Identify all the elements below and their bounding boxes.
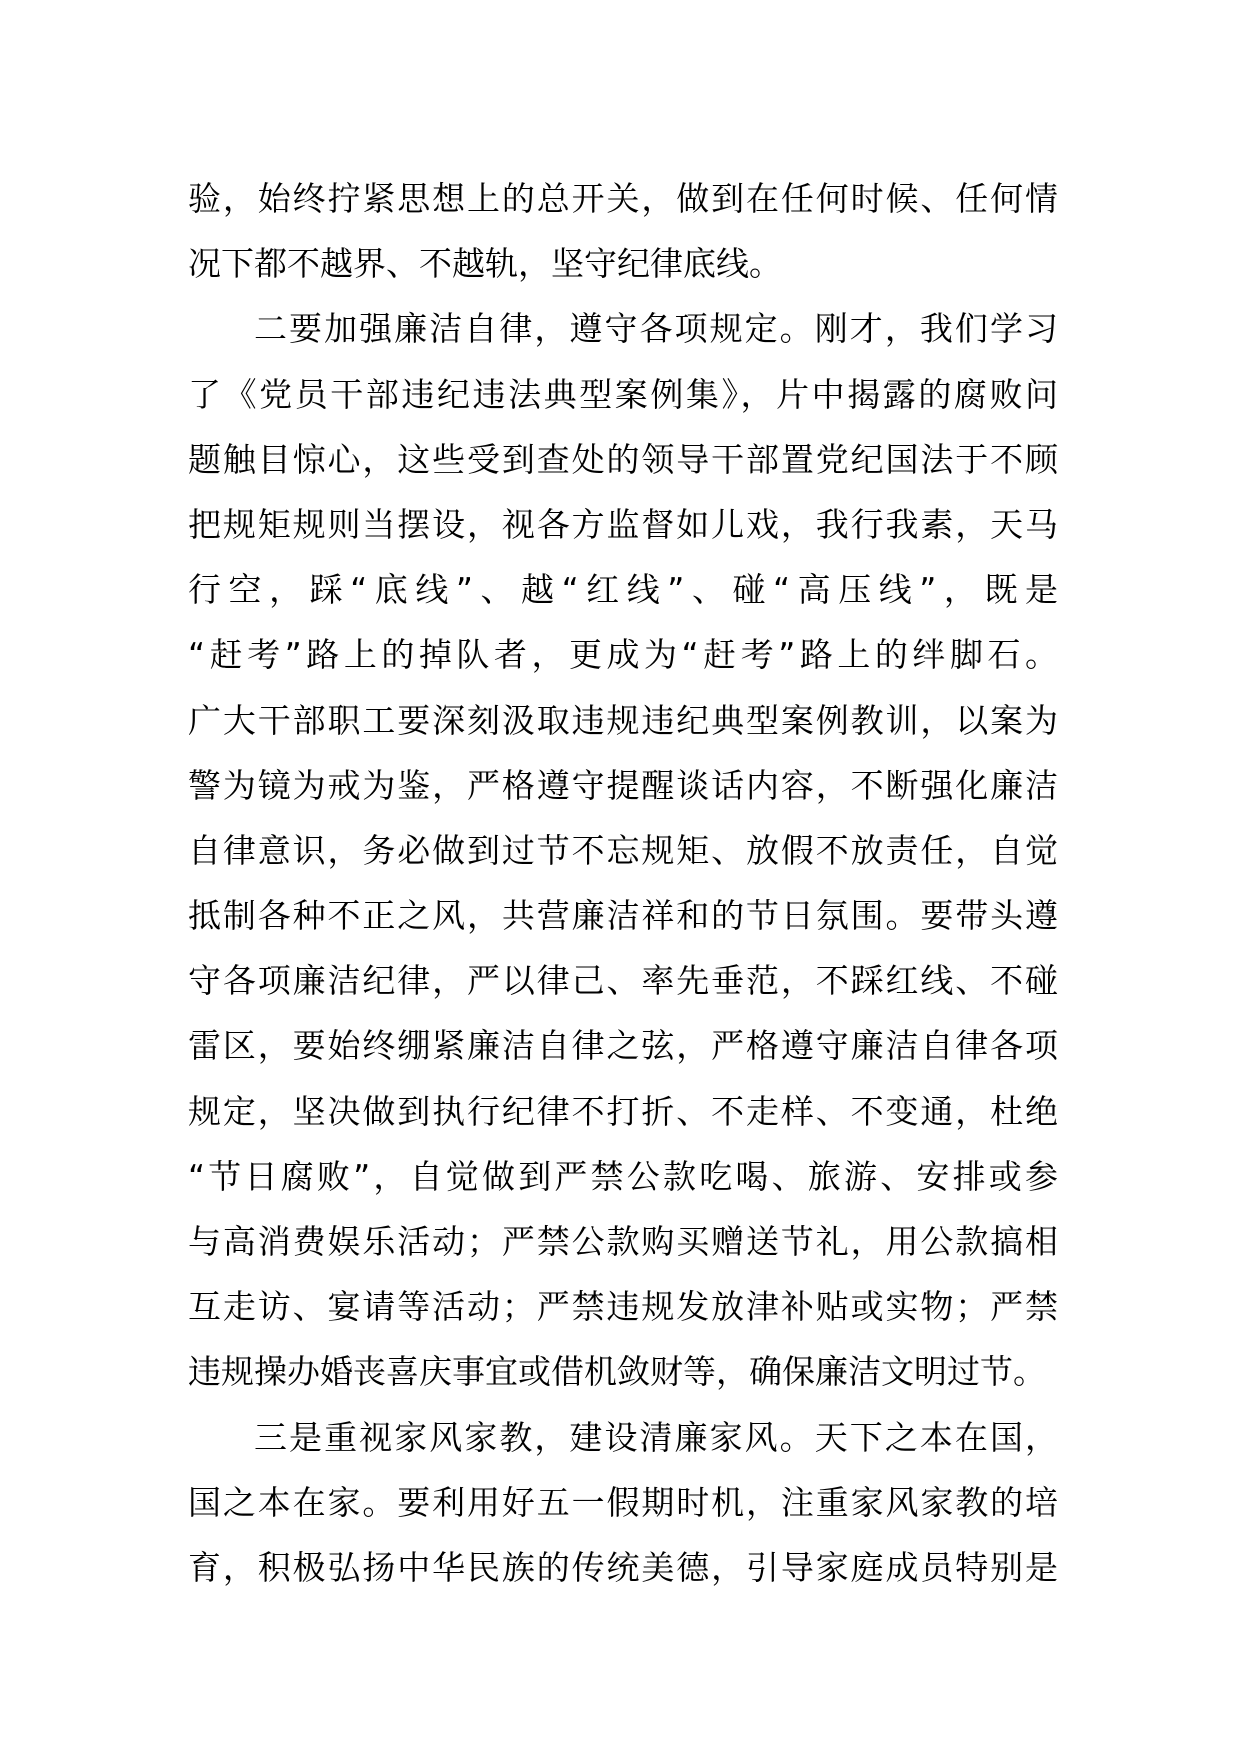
text-line: 题触目惊心，这些受到查处的领导干部置党纪国法于不顾 — [188, 439, 1058, 479]
text-line: 守各项廉洁纪律，严以律己、率先垂范，不踩红线、不碰 — [188, 961, 1058, 1001]
text-line: 违规操办婚丧喜庆事宜或借机敛财等，确保廉洁文明过节。 — [188, 1352, 1046, 1392]
text-line: 警为镜为戒为鉴，严格遵守提醒谈话内容，不断强化廉洁 — [188, 765, 1058, 805]
text-line: 国之本在家。要利用好五一假期时机，注重家风家教的培 — [188, 1482, 1058, 1522]
body-text — [188, 166, 1058, 1600]
text-line: 互走访、宴请等活动；严禁违规发放津补贴或实物；严禁 — [188, 1287, 1058, 1327]
text-line: 自律意识，务必做到过节不忘规矩、放假不放责任，自觉 — [188, 830, 1058, 870]
text-line: 规定，坚决做到执行纪律不打折、不走样、不变通，杜绝 — [188, 1091, 1058, 1131]
text-line: “节日腐败”，自觉做到严禁公款吃喝、旅游、安排或参 — [188, 1156, 1058, 1196]
text-line: 与高消费娱乐活动；严禁公款购买赠送节礼，用公款搞相 — [188, 1222, 1058, 1261]
paragraph-start-line: 二要加强廉洁自律，遵守各项规定。刚才，我们学习 — [254, 309, 1058, 349]
text-line: 育，积极弘扬中华民族的传统美德，引导家庭成员特别是 — [188, 1547, 1058, 1587]
text-line: 验，始终拧紧思想上的总开关，做到在任何时候、任何情 — [188, 179, 1058, 218]
text-line: “赶考”路上的掉队者，更成为“赶考”路上的绊脚石。 — [188, 635, 1058, 675]
text-line: 况下都不越界、不越轨，坚守纪律底线。 — [188, 244, 782, 284]
text-line: 把规矩规则当摆设，视各方监督如儿戏，我行我素，天马 — [188, 504, 1058, 544]
paragraph-start-line: 三是重视家风家教，建设清廉家风。天下之本在国， — [254, 1417, 1058, 1457]
text-line: 行空，踩“底线”、越“红线”、碰“高压线”，既是 — [188, 570, 1058, 610]
text-line: 了《党员干部违纪违法典型案例集》，片中揭露的腐败问 — [188, 374, 1058, 414]
text-line: 雷区，要始终绷紧廉洁自律之弦，严格遵守廉洁自律各项 — [188, 1026, 1058, 1066]
text-line: 广大干部职工要深刻汲取违规违纪典型案例教训，以案为 — [188, 700, 1058, 740]
text-line: 抵制各种不正之风，共营廉洁祥和的节日氛围。要带头遵 — [188, 896, 1058, 936]
